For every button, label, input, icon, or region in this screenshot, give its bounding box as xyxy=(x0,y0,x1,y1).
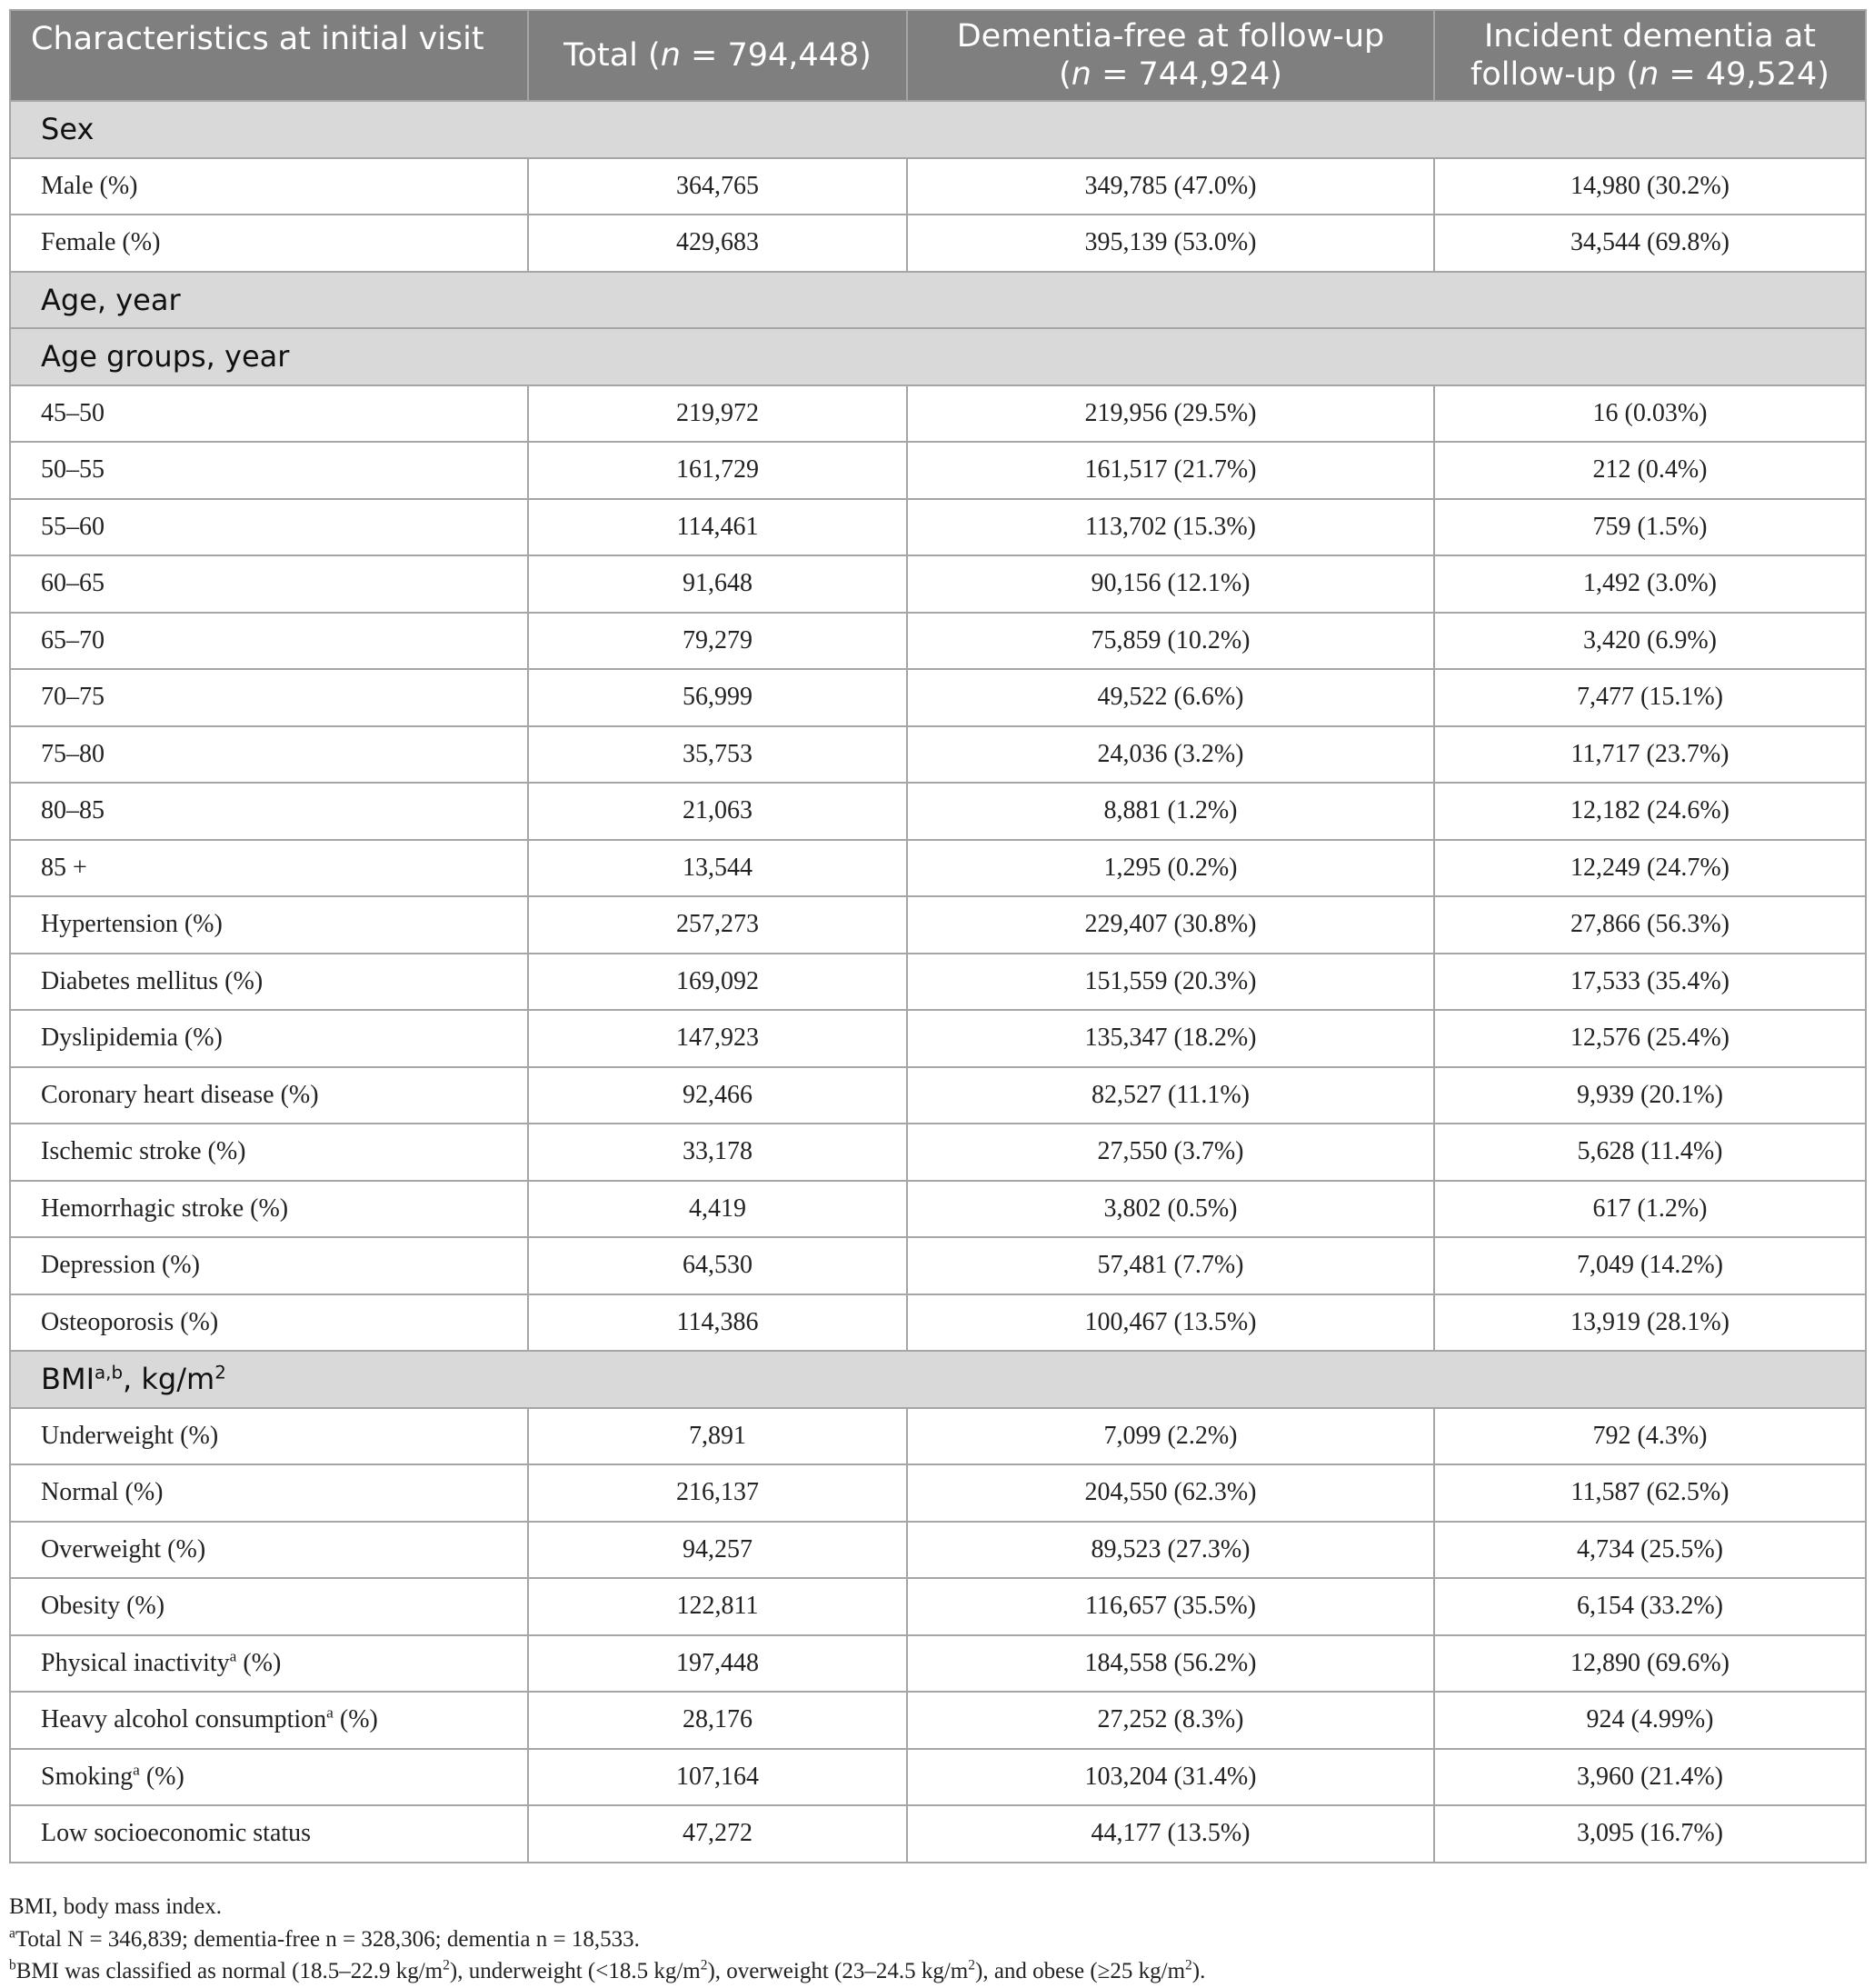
cell-dementia-free: 135,347 (18.2%) xyxy=(907,1010,1434,1067)
cell-dementia-free: 204,550 (62.3%) xyxy=(907,1464,1434,1522)
cell-incident-dementia: 7,477 (15.1%) xyxy=(1434,669,1866,726)
cell-dementia-free: 116,657 (35.5%) xyxy=(907,1578,1434,1635)
cell-incident-dementia: 13,919 (28.1%) xyxy=(1434,1294,1866,1352)
row-label-text: Smoking xyxy=(41,1762,134,1791)
cell-incident-dementia: 924 (4.99%) xyxy=(1434,1692,1866,1749)
cell-dementia-free: 219,956 (29.5%) xyxy=(907,385,1434,443)
row-label-text: 80–85 xyxy=(41,796,105,825)
cell-total: 429,683 xyxy=(528,215,907,272)
row-label-footnote-mark: a xyxy=(229,1647,237,1665)
table-row xyxy=(10,896,1866,954)
cell-incident-dementia: 4,734 (25.5%) xyxy=(1434,1522,1866,1579)
cell-total: 107,164 xyxy=(528,1749,907,1806)
row-label-text: 45–50 xyxy=(41,398,105,427)
table-row xyxy=(10,1464,1866,1522)
footnote-b xyxy=(9,1955,1865,1988)
header-dementia-line1: Incident dementia at xyxy=(1483,18,1816,55)
row-label-text: Coronary heart disease (%) xyxy=(41,1080,319,1109)
header-total xyxy=(528,10,907,101)
cell-incident-dementia: 5,628 (11.4%) xyxy=(1434,1124,1866,1181)
table-row xyxy=(10,1805,1866,1863)
cell-dementia-free: 57,481 (7.7%) xyxy=(907,1237,1434,1294)
row-label-text: Male (%) xyxy=(41,171,138,200)
cell-dementia-free: 151,559 (20.3%) xyxy=(907,954,1434,1011)
section-bmi xyxy=(10,1351,1866,1408)
row-label-suffix: (%) xyxy=(139,1762,184,1791)
header-free-suffix: = 744,924) xyxy=(1091,56,1282,93)
section-bmi-unit-exponent: 2 xyxy=(214,1362,226,1384)
row-label-text: 50–55 xyxy=(41,455,105,485)
cell-total: 7,891 xyxy=(528,1408,907,1465)
footnote-b-mark: b xyxy=(9,1957,16,1973)
row-label xyxy=(10,1010,528,1067)
row-label-text: Underweight (%) xyxy=(41,1421,219,1450)
cell-incident-dementia: 792 (4.3%) xyxy=(1434,1408,1866,1465)
row-label-text: Female (%) xyxy=(41,228,161,257)
cell-dementia-free: 90,156 (12.1%) xyxy=(907,555,1434,613)
cell-total: 114,461 xyxy=(528,499,907,556)
table-row xyxy=(10,1237,1866,1294)
table-row xyxy=(10,1010,1866,1067)
row-label-text: 75–80 xyxy=(41,739,105,768)
cell-total: 4,419 xyxy=(528,1181,907,1238)
row-label-text: Overweight (%) xyxy=(41,1534,206,1563)
cell-incident-dementia: 1,492 (3.0%) xyxy=(1434,555,1866,613)
cell-incident-dementia: 759 (1.5%) xyxy=(1434,499,1866,556)
footnote-a-mark: a xyxy=(9,1925,15,1942)
row-label xyxy=(10,1237,528,1294)
row-label-text: 70–75 xyxy=(41,683,105,712)
row-label-text: Ischemic stroke (%) xyxy=(41,1137,246,1166)
row-label-text: Hypertension (%) xyxy=(41,910,223,939)
header-free-line1: Dementia-free at follow-up xyxy=(956,18,1385,55)
cell-incident-dementia: 17,533 (35.4%) xyxy=(1434,954,1866,1011)
row-label-suffix: (%) xyxy=(236,1648,282,1677)
section-age-groups xyxy=(10,328,1866,385)
header-total-suffix: = 794,448) xyxy=(680,37,872,74)
table-row xyxy=(10,726,1866,784)
row-label xyxy=(10,1749,528,1806)
row-label-text: 65–70 xyxy=(41,625,105,654)
cell-incident-dementia: 12,890 (69.6%) xyxy=(1434,1635,1866,1693)
table-footnotes xyxy=(9,1891,1865,1988)
section-age-groups-text: Age groups, year xyxy=(41,339,290,375)
cell-dementia-free: 349,785 (47.0%) xyxy=(907,158,1434,215)
header-row xyxy=(10,10,1866,101)
row-label-text: Dyslipidemia (%) xyxy=(41,1024,223,1053)
cell-dementia-free: 100,467 (13.5%) xyxy=(907,1294,1434,1352)
header-total-prefix: Total ( xyxy=(563,37,661,74)
cell-total: 122,811 xyxy=(528,1578,907,1635)
cell-dementia-free: 49,522 (6.6%) xyxy=(907,669,1434,726)
row-label xyxy=(10,1805,528,1863)
table-row xyxy=(10,783,1866,840)
cell-incident-dementia: 12,182 (24.6%) xyxy=(1434,783,1866,840)
row-label xyxy=(10,1635,528,1693)
row-label xyxy=(10,1692,528,1749)
row-label xyxy=(10,555,528,613)
cell-total: 56,999 xyxy=(528,669,907,726)
cell-incident-dementia: 12,576 (25.4%) xyxy=(1434,1010,1866,1067)
cell-total: 257,273 xyxy=(528,896,907,954)
cell-incident-dementia: 27,866 (56.3%) xyxy=(1434,896,1866,954)
row-label xyxy=(10,499,528,556)
row-label xyxy=(10,1464,528,1522)
table-body xyxy=(10,101,1866,1863)
section-bmi-text: BMI xyxy=(41,1362,95,1397)
header-dementia-n: n xyxy=(1639,56,1660,93)
header-total-n: n xyxy=(660,37,681,74)
footnote-b-sq: 2 xyxy=(1185,1957,1192,1973)
section-sex-text: Sex xyxy=(41,112,95,147)
cell-incident-dementia: 7,049 (14.2%) xyxy=(1434,1237,1866,1294)
cell-total: 64,530 xyxy=(528,1237,907,1294)
section-age-label xyxy=(10,272,1866,329)
cell-incident-dementia: 617 (1.2%) xyxy=(1434,1181,1866,1238)
row-label-text: Osteoporosis (%) xyxy=(41,1307,219,1336)
table-row xyxy=(10,1408,1866,1465)
cell-incident-dementia: 11,717 (23.7%) xyxy=(1434,726,1866,784)
cell-dementia-free: 75,859 (10.2%) xyxy=(907,613,1434,670)
cell-dementia-free: 7,099 (2.2%) xyxy=(907,1408,1434,1465)
cell-dementia-free: 395,139 (53.0%) xyxy=(907,215,1434,272)
footnote-b-part: ), overweight (23–24.5 kg/m xyxy=(707,1959,969,1983)
section-sex-label xyxy=(10,101,1866,158)
cell-total: 216,137 xyxy=(528,1464,907,1522)
cell-total: 28,176 xyxy=(528,1692,907,1749)
row-label-text: Obesity (%) xyxy=(41,1592,165,1621)
row-label xyxy=(10,1181,528,1238)
cell-dementia-free: 3,802 (0.5%) xyxy=(907,1181,1434,1238)
header-dementia-prefix: follow-up ( xyxy=(1470,56,1640,93)
row-label xyxy=(10,726,528,784)
characteristics-table xyxy=(9,9,1867,1863)
header-characteristics: Characteristics at initial visit xyxy=(10,10,528,101)
cell-total: 169,092 xyxy=(528,954,907,1011)
row-label xyxy=(10,1522,528,1579)
cell-total: 114,386 xyxy=(528,1294,907,1352)
table-row xyxy=(10,1635,1866,1693)
cell-dementia-free: 113,702 (15.3%) xyxy=(907,499,1434,556)
table-row xyxy=(10,613,1866,670)
footnote-abbreviation: BMI, body mass index. xyxy=(9,1894,223,1919)
table-row xyxy=(10,158,1866,215)
cell-dementia-free: 103,204 (31.4%) xyxy=(907,1749,1434,1806)
row-label-footnote-mark: a xyxy=(133,1761,140,1779)
row-label-suffix: (%) xyxy=(333,1705,378,1734)
row-label-text: Depression (%) xyxy=(41,1251,200,1280)
footnote-a-text: Total N = 346,839; dementia-free n = 328,306; dementia n = 18,533. xyxy=(15,1926,640,1952)
header-free-prefix: ( xyxy=(1059,56,1072,93)
cell-total: 219,972 xyxy=(528,385,907,443)
footnote-b-part: ), and obese (≥25 kg/m xyxy=(975,1959,1186,1983)
cell-incident-dementia: 3,960 (21.4%) xyxy=(1434,1749,1866,1806)
section-sex xyxy=(10,101,1866,158)
row-label-text: Physical inactivity xyxy=(41,1648,230,1677)
cell-incident-dementia: 9,939 (20.1%) xyxy=(1434,1067,1866,1124)
cell-dementia-free: 229,407 (30.8%) xyxy=(907,896,1434,954)
table-row xyxy=(10,1749,1866,1806)
row-label xyxy=(10,1067,528,1124)
row-label-text: 60–65 xyxy=(41,569,105,598)
cell-total: 94,257 xyxy=(528,1522,907,1579)
row-label xyxy=(10,385,528,443)
footnote-b-part: ). xyxy=(1191,1959,1206,1983)
row-label xyxy=(10,783,528,840)
footnote-b-part: ), underweight (<18.5 kg/m xyxy=(449,1959,701,1983)
row-label xyxy=(10,896,528,954)
row-label xyxy=(10,1578,528,1635)
header-dementia-free xyxy=(907,10,1434,101)
table-row xyxy=(10,1181,1866,1238)
footnote-b-sq: 2 xyxy=(700,1957,708,1973)
table-row xyxy=(10,1067,1866,1124)
cell-incident-dementia: 14,980 (30.2%) xyxy=(1434,158,1866,215)
row-label xyxy=(10,1294,528,1352)
row-label xyxy=(10,669,528,726)
cell-total: 92,466 xyxy=(528,1067,907,1124)
row-label-text: 85 + xyxy=(41,853,87,882)
footnote-a xyxy=(9,1923,1865,1956)
row-label-text: Normal (%) xyxy=(41,1478,164,1507)
row-label-footnote-mark: a xyxy=(326,1703,334,1722)
footnote-b-sq: 2 xyxy=(968,1957,975,1973)
cell-total: 35,753 xyxy=(528,726,907,784)
table-row xyxy=(10,1294,1866,1352)
cell-incident-dementia: 11,587 (62.5%) xyxy=(1434,1464,1866,1522)
cell-dementia-free: 89,523 (27.3%) xyxy=(907,1522,1434,1579)
cell-dementia-free: 8,881 (1.2%) xyxy=(907,783,1434,840)
cell-incident-dementia: 3,095 (16.7%) xyxy=(1434,1805,1866,1863)
cell-total: 364,765 xyxy=(528,158,907,215)
row-label xyxy=(10,1124,528,1181)
cell-dementia-free: 161,517 (21.7%) xyxy=(907,442,1434,499)
cell-dementia-free: 27,252 (8.3%) xyxy=(907,1692,1434,1749)
table-row xyxy=(10,1692,1866,1749)
cell-incident-dementia: 12,249 (24.7%) xyxy=(1434,840,1866,897)
row-label xyxy=(10,613,528,670)
cell-incident-dementia: 212 (0.4%) xyxy=(1434,442,1866,499)
table-row xyxy=(10,499,1866,556)
row-label xyxy=(10,954,528,1011)
cell-total: 21,063 xyxy=(528,783,907,840)
row-label-text: Low socioeconomic status xyxy=(41,1819,312,1848)
table-row xyxy=(10,954,1866,1011)
table-row xyxy=(10,840,1866,897)
cell-total: 91,648 xyxy=(528,555,907,613)
row-label xyxy=(10,1408,528,1465)
cell-total: 13,544 xyxy=(528,840,907,897)
cell-total: 79,279 xyxy=(528,613,907,670)
header-free-n: n xyxy=(1071,56,1092,93)
footnote-b-part: BMI was classified as normal (18.5–22.9 kg/m xyxy=(15,1959,444,1983)
table-container xyxy=(9,9,1865,1863)
cell-total: 47,272 xyxy=(528,1805,907,1863)
cell-dementia-free: 44,177 (13.5%) xyxy=(907,1805,1434,1863)
section-bmi-footnote-mark: a,b xyxy=(95,1362,124,1384)
row-label-text: Heavy alcohol consumption xyxy=(41,1705,327,1734)
row-label-text: Hemorrhagic stroke (%) xyxy=(41,1194,289,1223)
row-label xyxy=(10,158,528,215)
cell-incident-dementia: 16 (0.03%) xyxy=(1434,385,1866,443)
cell-incident-dementia: 34,544 (69.8%) xyxy=(1434,215,1866,272)
cell-total: 161,729 xyxy=(528,442,907,499)
section-age-groups-label xyxy=(10,328,1866,385)
header-incident-dementia xyxy=(1434,10,1866,101)
table-row xyxy=(10,1578,1866,1635)
cell-dementia-free: 184,558 (56.2%) xyxy=(907,1635,1434,1693)
cell-dementia-free: 24,036 (3.2%) xyxy=(907,726,1434,784)
cell-total: 33,178 xyxy=(528,1124,907,1181)
row-label-text: Diabetes mellitus (%) xyxy=(41,966,264,995)
footnote-b-sq: 2 xyxy=(443,1957,450,1973)
header-dementia-suffix: = 49,524) xyxy=(1659,56,1829,93)
cell-incident-dementia: 6,154 (33.2%) xyxy=(1434,1578,1866,1635)
table-row xyxy=(10,1124,1866,1181)
row-label-text: 55–60 xyxy=(41,512,105,541)
section-bmi-unit: , kg/m xyxy=(123,1362,215,1397)
table-row xyxy=(10,555,1866,613)
table-row xyxy=(10,1522,1866,1579)
cell-total: 197,448 xyxy=(528,1635,907,1693)
cell-dementia-free: 1,295 (0.2%) xyxy=(907,840,1434,897)
row-label xyxy=(10,215,528,272)
cell-dementia-free: 82,527 (11.1%) xyxy=(907,1067,1434,1124)
table-row xyxy=(10,385,1866,443)
table-row xyxy=(10,442,1866,499)
section-bmi-label xyxy=(10,1351,1866,1408)
section-age-text: Age, year xyxy=(41,282,181,317)
table-row xyxy=(10,215,1866,272)
cell-total: 147,923 xyxy=(528,1010,907,1067)
cell-dementia-free: 27,550 (3.7%) xyxy=(907,1124,1434,1181)
row-label xyxy=(10,442,528,499)
table-row xyxy=(10,669,1866,726)
cell-incident-dementia: 3,420 (6.9%) xyxy=(1434,613,1866,670)
section-age xyxy=(10,272,1866,329)
row-label xyxy=(10,840,528,897)
